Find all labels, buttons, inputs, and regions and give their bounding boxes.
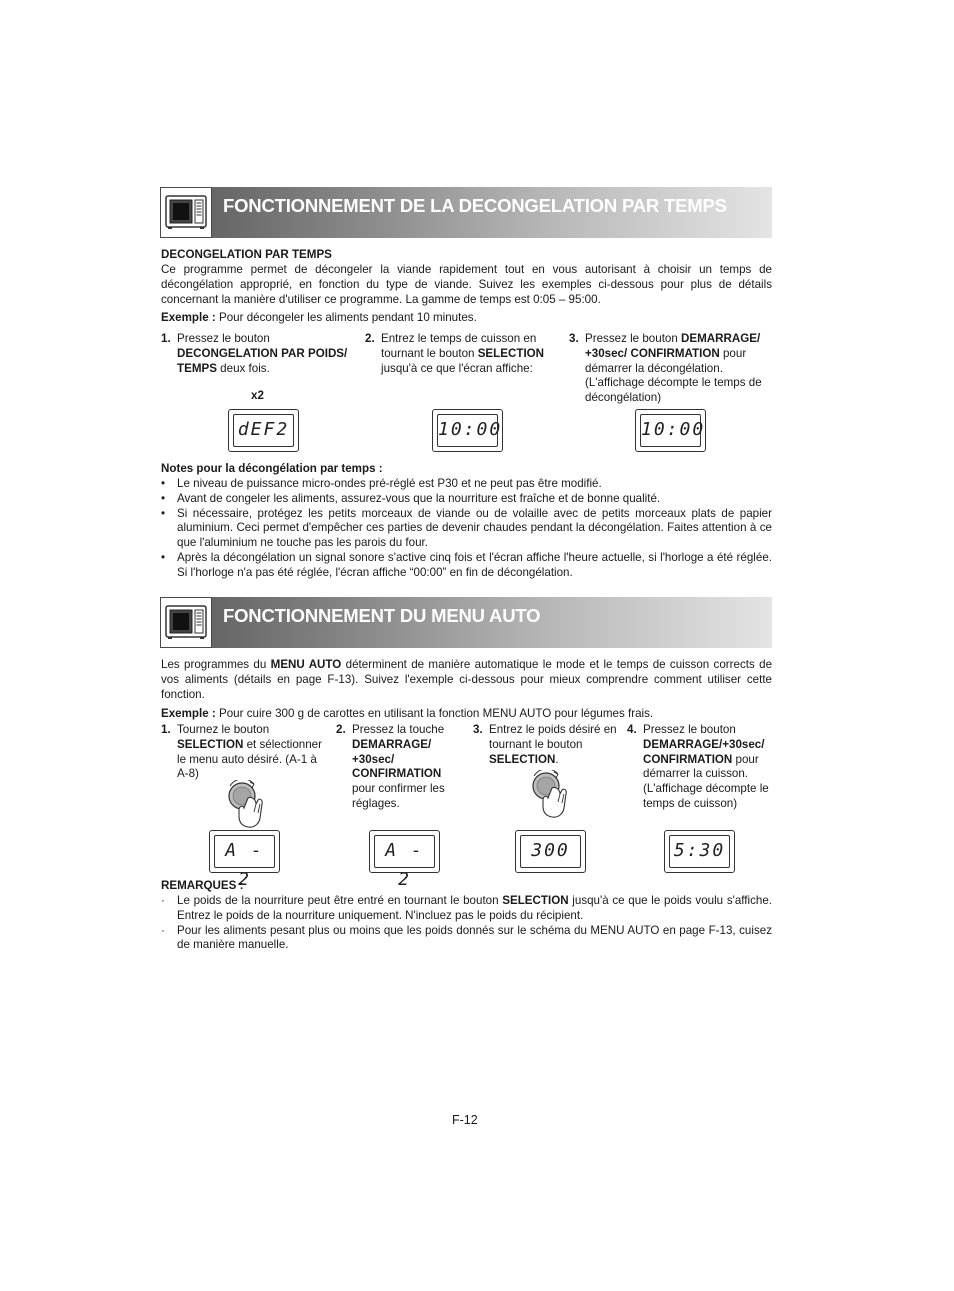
lcd-display: 5:30 — [664, 830, 735, 873]
lcd-display: 10:00 — [635, 409, 706, 452]
section-title: FONCTIONNEMENT DE LA DECONGELATION PAR TEMPS — [223, 195, 727, 216]
microwave-icon — [160, 187, 212, 238]
list-item: • Le niveau de puissance micro-ondes pré-réglé est P30 et ne peut pas être modifié. — [161, 477, 602, 490]
example-label: Exemple : — [161, 707, 216, 720]
list-item: · Pour les aliments pesant plus ou moins que les poids donnés sur le schéma du MENU AUTO en page F-13, cuisez de manière manuelle. — [161, 923, 772, 952]
notes-list — [161, 477, 772, 581]
remarks-title: REMARQUES : — [161, 879, 244, 892]
lcd-display: 300 — [515, 830, 586, 873]
example-label: Exemple : — [161, 311, 216, 324]
knob-turn-icon — [226, 780, 270, 830]
microwave-icon — [160, 597, 212, 648]
list-item: • Si nécessaire, protégez les petits morceaux de viande ou de volaille avec de petits morceaux plats de papier aluminium. Ceci permet d'empêcher ces parties de devenir chaudes pendant la décongélation. Faites attention à ce que l'aluminium ne touche pas les parois du four. — [161, 506, 772, 550]
x2-label: x2 — [251, 389, 264, 402]
page-number: F-12 — [452, 1113, 478, 1127]
lcd-display: A - 2 — [209, 830, 280, 873]
notes-title: Notes pour la décongélation par temps : — [161, 462, 383, 475]
example-line — [161, 311, 477, 326]
example-text: Pour décongeler les aliments pendant 10 minutes. — [215, 311, 477, 324]
remarks-list — [161, 894, 772, 953]
list-item: • Avant de congeler les aliments, assurez-vous que la nourriture est fraîche et de bonne qualité. — [161, 491, 661, 505]
section-banner-decongelation — [160, 187, 772, 238]
example-text: Pour cuire 300 g de carottes en utilisant la fonction MENU AUTO pour légumes frais. — [215, 707, 654, 720]
lcd-display: dEF2 — [228, 409, 299, 452]
list-item: · Le poids de la nourriture peut être entré en tournant le bouton SELECTION jusqu'à ce que le poids voulu s'affiche. Entrez le poids de la nourriture uniquement. N'incluez pas le poids du récipient. — [161, 894, 772, 922]
list-item: • Après la décongélation un signal sonore s'active cinq fois et l'écran affiche l'heure actuelle, si l'horloge a été réglée. Si l'horloge n'a pas été réglée, l'écran affiche “00:00” en fin de décongélation. — [161, 550, 772, 579]
subheading: DECONGELATION PAR TEMPS — [161, 248, 332, 261]
intro-paragraph: Les programmes du MENU AUTO déterminent de manière automatique le mode et le temps de cuisson corrects de vos aliments (détails en page F-13). Suivez l'exemple ci-dessous pour mieux comprendre comment utiliser cette fonction. — [161, 658, 773, 701]
lcd-display: A - 2 — [369, 830, 440, 873]
knob-turn-icon — [530, 770, 574, 820]
lcd-display: 10:00 — [432, 409, 503, 452]
section-title: FONCTIONNEMENT DU MENU AUTO — [223, 605, 541, 626]
example-line — [161, 707, 653, 722]
intro-paragraph: Ce programme permet de décongeler la viande rapidement tout en vous autorisant à choisir un temps de décongélation approprié, en fonction du type de viande. Suivez les exemples ci-dessous pour plus de détails concernant la manière d'utiliser ce programme. La gamme de temps est 0:05 – 95:00. — [161, 263, 772, 306]
section-banner-menu-auto — [160, 597, 772, 648]
